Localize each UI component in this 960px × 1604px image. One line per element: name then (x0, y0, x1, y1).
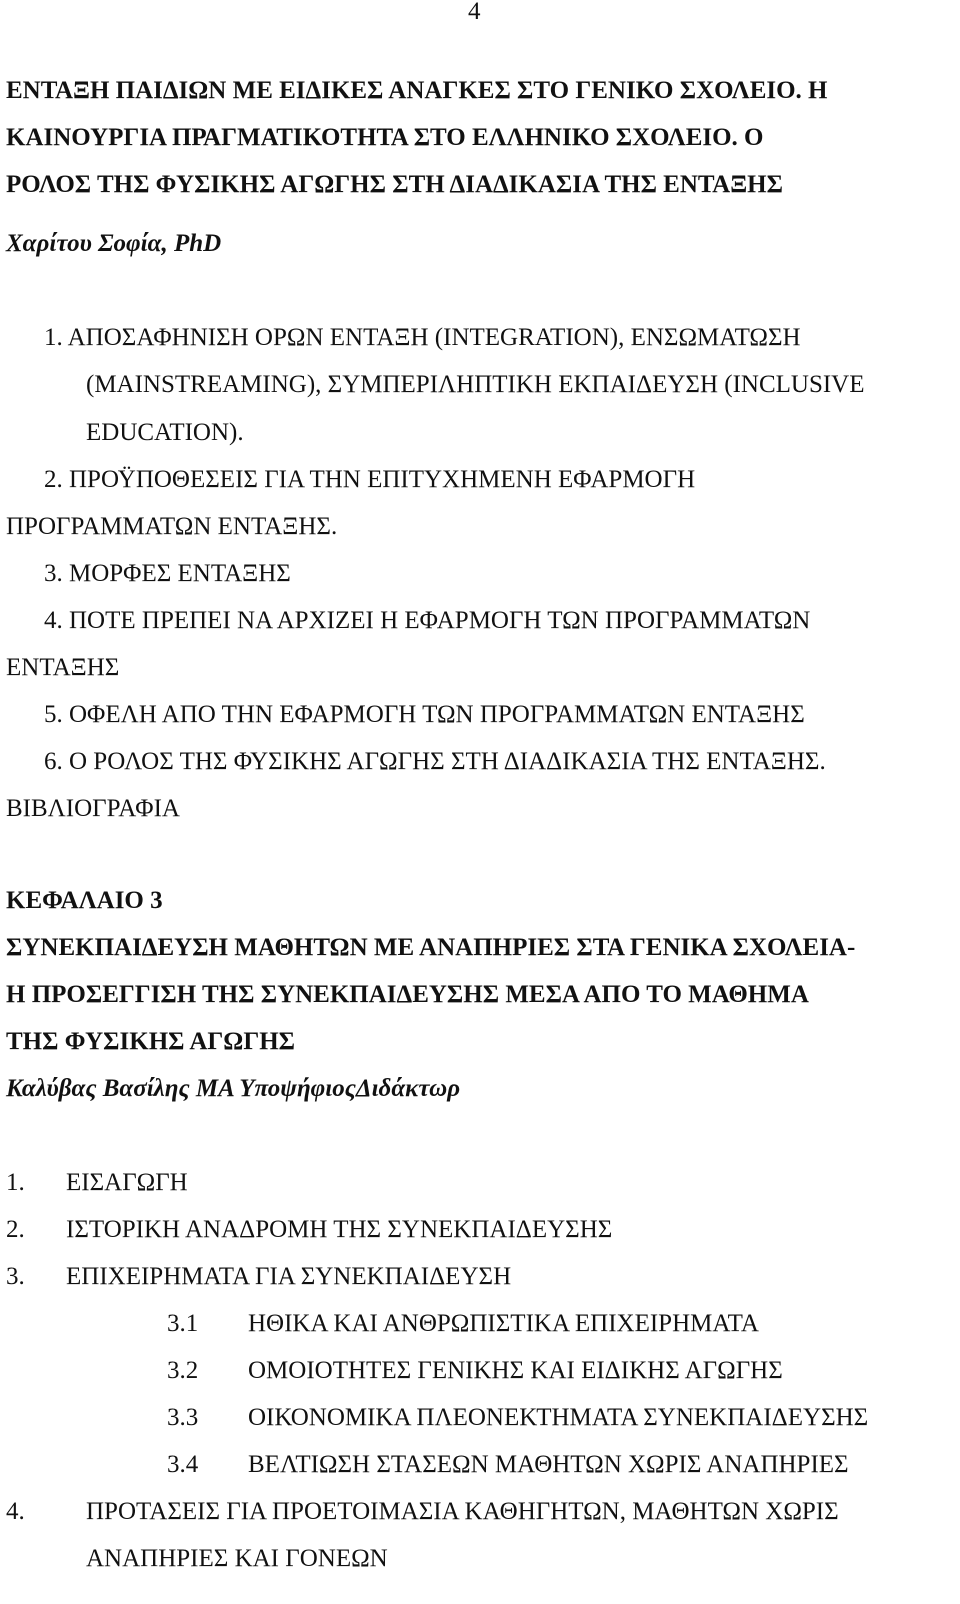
chapter2-toc-line-4: 2. ΠΡΟΫΠΟΘΕΣΕΙΣ ΓΙΑ ΤΗΝ ΕΠΙΤΥΧΗΜΕΝΗ ΕΦΑΡΜΟΓΗ (44, 466, 696, 493)
chapter3-heading: ΚΕΦΑΛΑΙΟ 3 (6, 887, 163, 914)
chapter2-toc-line-6: 3. ΜΟΡΦΕΣ ΕΝΤΑΞΗΣ (44, 560, 291, 587)
toc-text-line-1: ΠΡΟΤΑΣΕΙΣ ΓΙΑ ΠΡΟΕΤΟΙΜΑΣΙΑ ΚΑΘΗΓΗΤΩΝ, ΜΑΘΗΤΩΝ ΧΩΡΙΣ (86, 1498, 839, 1525)
chapter2-toc-line-3: EDUCATION). (86, 419, 244, 446)
toc-text: ΙΣΤΟΡΙΚΗ ΑΝΑΔΡΟΜΗ ΤΗΣ ΣΥΝΕΚΠΑΙΔΕΥΣΗΣ (66, 1216, 613, 1243)
chapter2-toc-line-11: ΒΙΒΛΙΟΓΡΑΦΙΑ (6, 795, 180, 822)
chapter2-title-line-1: ΕΝΤΑΞΗ ΠΑΙΔΙΩΝ ΜΕ ΕΙΔΙΚΕΣ ΑΝΑΓΚΕΣ ΣΤΟ ΓΕΝΙΚΟ ΣΧΟΛΕΙΟ. Η (6, 77, 828, 104)
toc-number: 2. (6, 1216, 25, 1243)
chapter3-title-line-3: ΤΗΣ ΦΥΣΙΚΗΣ ΑΓΩΓΗΣ (6, 1028, 296, 1055)
subtoc-number: 3.3 (167, 1404, 199, 1431)
toc-text-line-2: ΑΝΑΠΗΡΙΕΣ ΚΑΙ ΓΟΝΕΩΝ (86, 1545, 388, 1572)
chapter2-toc-line-9: 5. ΟΦΕΛΗ ΑΠΟ ΤΗΝ ΕΦΑΡΜΟΓΗ ΤΩΝ ΠΡΟΓΡΑΜΜΑΤΩΝ ΕΝΤΑΞΗΣ (44, 701, 805, 728)
chapter2-toc-line-2: (MAINSTREAMING), ΣΥΜΠΕΡΙΛΗΠΤΙΚΗ ΕΚΠΑΙΔΕΥΣΗ (INCLUSIVE (86, 371, 865, 398)
subtoc-text: ΗΘΙΚΑ ΚΑΙ ΑΝΘΡΩΠΙΣΤΙΚΑ ΕΠΙΧΕΙΡΗΜΑΤΑ (248, 1310, 759, 1337)
subtoc-text: ΟΙΚΟΝΟΜΙΚΑ ΠΛΕΟΝΕΚΤΗΜΑΤΑ ΣΥΝΕΚΠΑΙΔΕΥΣΗΣ (248, 1404, 869, 1431)
chapter2-toc-line-8: ΕΝΤΑΞΗΣ (6, 654, 120, 681)
chapter2-title-line-2: ΚΑΙΝΟΥΡΓΙΑ ΠΡΑΓΜΑΤΙΚΟΤΗΤΑ ΣΤΟ ΕΛΛΗΝΙΚΟ ΣΧΟΛΕΙΟ. Ο (6, 124, 764, 151)
chapter2-title-line-3: ΡΟΛΟΣ ΤΗΣ ΦΥΣΙΚΗΣ ΑΓΩΓΗΣ ΣΤΗ ΔΙΑΔΙΚΑΣΙΑ ΤΗΣ ΕΝΤΑΞΗΣ (6, 171, 783, 198)
subtoc-number: 3.4 (167, 1451, 199, 1478)
toc-number: 4. (6, 1498, 25, 1525)
chapter3-title-line-1: ΣΥΝΕΚΠΑΙΔΕΥΣΗ ΜΑΘΗΤΩΝ ΜΕ ΑΝΑΠΗΡΙΕΣ ΣΤΑ ΓΕΝΙΚΑ ΣΧΟΛΕΙΑ- (6, 934, 856, 961)
toc-text: ΕΠΙΧΕΙΡΗΜΑΤΑ ΓΙΑ ΣΥΝΕΚΠΑΙΔΕΥΣΗ (66, 1263, 512, 1290)
toc-number: 3. (6, 1263, 25, 1290)
page-number: 4 (468, 0, 481, 25)
subtoc-number: 3.2 (167, 1357, 199, 1384)
chapter2-toc-line-1: 1. ΑΠΟΣΑΦΗΝΙΣΗ ΟΡΩΝ ΕΝΤΑΞΗ (INTEGRATION), ΕΝΣΩΜΑΤΩΣΗ (44, 324, 801, 351)
chapter2-toc-line-7: 4. ΠΟΤΕ ΠΡΕΠΕΙ ΝΑ ΑΡΧΙΖΕΙ Η ΕΦΑΡΜΟΓΗ ΤΩΝ ΠΡΟΓΡΑΜΜΑΤΩΝ (44, 607, 811, 634)
subtoc-text: ΒΕΛΤΙΩΣΗ ΣΤΑΣΕΩΝ ΜΑΘΗΤΩΝ ΧΩΡΙΣ ΑΝΑΠΗΡΙΕΣ (248, 1451, 849, 1478)
chapter2-toc-line-10: 6. Ο ΡΟΛΟΣ ΤΗΣ ΦΥΣΙΚΗΣ ΑΓΩΓΗΣ ΣΤΗ ΔΙΑΔΙΚΑΣΙΑ ΤΗΣ ΕΝΤΑΞΗΣ. (44, 748, 826, 775)
subtoc-text: ΟΜΟΙΟΤΗΤΕΣ ΓΕΝΙΚΗΣ ΚΑΙ ΕΙΔΙΚΗΣ ΑΓΩΓΗΣ (248, 1357, 783, 1384)
chapter3-author: Καλύβας Βασίλης ΜΑ ΥποψήφιοςΔιδάκτωρ (6, 1075, 461, 1102)
chapter3-title-line-2: Η ΠΡΟΣΕΓΓΙΣΗ ΤΗΣ ΣΥΝΕΚΠΑΙΔΕΥΣΗΣ ΜΕΣΑ ΑΠΟ ΤΟ ΜΑΘΗΜΑ (6, 981, 809, 1008)
toc-text: ΕΙΣΑΓΩΓΗ (66, 1169, 188, 1196)
toc-number: 1. (6, 1169, 25, 1196)
chapter2-toc-line-5: ΠΡΟΓΡΑΜΜΑΤΩΝ ΕΝΤΑΞΗΣ. (6, 513, 338, 540)
chapter2-author: Χαρίτου Σοφία, PhD (6, 230, 222, 257)
subtoc-number: 3.1 (167, 1310, 199, 1337)
